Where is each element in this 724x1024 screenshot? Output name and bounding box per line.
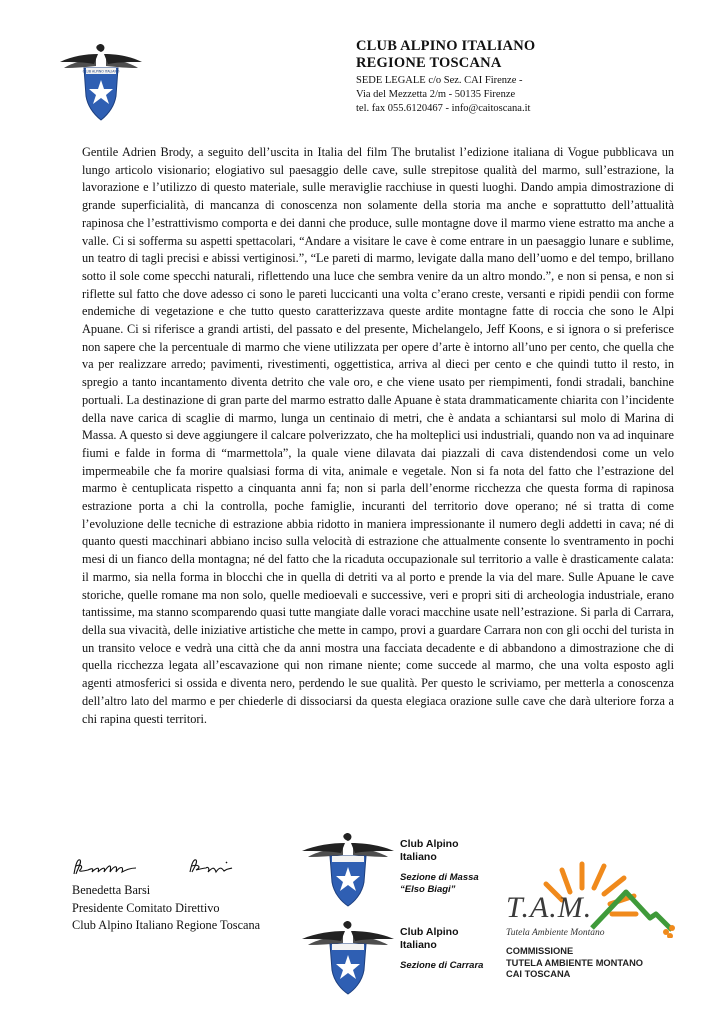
tam-tagline: Tutela Ambiente Montano	[506, 928, 605, 938]
eagle-icon	[302, 833, 394, 857]
tam-letters: T.A.M.	[506, 891, 593, 924]
emblem-text: CLUB ALPINO ITALIANO	[82, 69, 120, 74]
letter-body: Gentile Adrien Brody, a seguito dell’uscita in Italia del film The brutalist l’edizione italiana di Vogue pubblicava un lungo articolo visionario; elogiativo sul paesaggio delle cave, sulle strepitose qualità del marmo, sull’estrazione, la lavorazione e l’utilizzo di questo materiale, sulle meraviglie racchiuse in questi luoghi. Dando ampia dimostrazione di grande superficialità, di mancanza di conoscenza non solamente della storia ma anche e soprattutto dell’attualità rapinosa che l’estrattivismo comporta e dei danni che produce, sulle montagne dove il marmo viene estratto ma anche a valle. Ci si sofferma su aspetti spettacolari, “Andare a visitare le cave è come entrare in un paesaggio lunare e sublime, un teatro di tagli precisi e abissi vertiginosi.”, “Le pareti di marmo, levigate dalla mano dell’uomo e del tempo, brillano sotto il sole come specchi naturali, riflettendo una luce che sembra venire da un altro mondo.”, e non si pensa, e non si riflette sul fatto che dove adesso ci sono le pareti luccicanti una volta c’erano creste, versanti e ripidi pendii con forme endemiche di vegetazione e che tutto questo caratterizzava queste ardite montagne fatte di roccia che sono le Alpi Apuane. Ci si riferisce a grandi artisti, del passato e del presente, Michelangelo, Jeff Koons, e si ignora o si preferisce non sapere che la percentuale di marmo che viene utilizzata per opere d’arte è intorno all’uno per cento, che quella che va per realizzare arredo; pavimenti, rivestimenti, oggettistica, arriva al dieci per cento e che quindi tutto il resto, in spregio a tanto incantamento diventa detrito che vale oro, e che viene usato per riempimenti, fondi stradali, banchine portuali. La destinazione di gran parte del marmo estratto dalle Apuane è stata drammaticamente chiarita con l’incidente della nave carica di scaglie di marmo, lunga un centinaio di metri, che è andata a schiantarsi sul molo di Marina di Massa. A questo si deve aggiungere il calcare polverizzato, che ha molteplici usi industriali, quando non va ad inquinare fiumi e falde in forma di “marmettola”, la quale viene dilavata dai piazzali di cava distendendosi come un velo impermeabile che fa morire qualsiasi forma di vita, animale e vegetale. Non si fa nota del fatto che l’estrazione del marmo è centuplicata rispetto a cinquanta anni fa; non si parla dell’enorme ricchezza che questa forma di rapinosa estrazione porta a chi la controlla, poche famiglie, incuranti del territorio dove operano; né si tratta di come l’evoluzione delle tecniche di estrazione abbia ridotto in maniera impressionante il numero degli addetti in cava; né di quanto questi macchinari abbiano inciso sulla velocità di estrazione che attualmente consente lo sventramento in pochi mesi di un fianco della montagna; né del fatto che la ricaduta occupazionale sul territorio a valle è drasticamente calata: il marmo, sia nella forma in blocchi che in quella di detriti va al porto e prende la via del mare. Sulle Apuane le cave storiche, quelle romane ma non solo, quelle medioevali e successive, veri e propri siti di archeologia industriale, erano tantissime, ma stanno scomparendo quasi tutte mangiate dalle voraci macchine usate nell’estrazione. Si parla di Carrara, della sua vivacità, delle iniziative artistiche che mette in campo, provi a guardare Carrara non con gli occhi del turista in un transito veloce e vedrà una città che da anni mostra una facciata decadente e di abbandono a dimostrazione che di quella ricchezza legata all’escavazione qui non rimane niente; come succede al marmo, che una volta esposto agli agenti atmosferici si ossida e diventa nero, perdendo le sue qualità. Per questo le scriviamo, per metterla a conoscenza dell’altro lato del marmo e per chiederle di dissociarsi da questa elegiaca orazione sulle cave che darà ulteriore forza a chi rapina questi territori.	[82, 145, 674, 726]
section-title: Club Alpino Italiano	[400, 838, 459, 863]
shield-icon	[330, 856, 366, 906]
section-title: Club Alpino Italiano	[400, 926, 459, 951]
section-massa	[300, 832, 500, 912]
section-subtitle: Sezione di Carrara	[400, 960, 484, 971]
org-name-line1: CLUB ALPINO ITALIANO	[356, 38, 536, 54]
handwritten-signature	[70, 856, 260, 878]
org-name-line2: REGIONE TOSCANA	[356, 55, 502, 71]
address-line3: tel. fax 055.6120467 - info@caitoscana.it	[356, 103, 531, 114]
signer-org: Club Alpino Italiano Regione Toscana	[72, 918, 261, 932]
cai-logo	[56, 42, 146, 122]
cai-logo-massa	[300, 832, 396, 908]
eagle-icon	[302, 921, 394, 945]
tam-commission: COMMISSIONE TUTELA AMBIENTE MONTANO CAI TOSCANA	[506, 946, 644, 979]
eagle-icon	[60, 44, 142, 68]
letterhead	[356, 38, 696, 116]
cai-logo-carrara	[300, 920, 396, 996]
address-line2: Via del Mezzetta 2/m - 50135 Firenze	[356, 89, 516, 100]
section-subtitle: Sezione di Massa “Elso Biagi”	[400, 872, 479, 895]
address-block	[356, 74, 696, 116]
address-line1: SEDE LEGALE c/o Sez. CAI Firenze -	[356, 75, 523, 86]
signer-block	[72, 882, 260, 935]
shield-icon	[83, 68, 120, 120]
section-carrara	[300, 920, 500, 1000]
signer-role: Presidente Comitato Direttivo	[72, 900, 220, 915]
signer-name: Benedetta Barsi	[72, 883, 151, 897]
tam-logo	[496, 848, 696, 988]
shield-icon	[330, 944, 366, 994]
